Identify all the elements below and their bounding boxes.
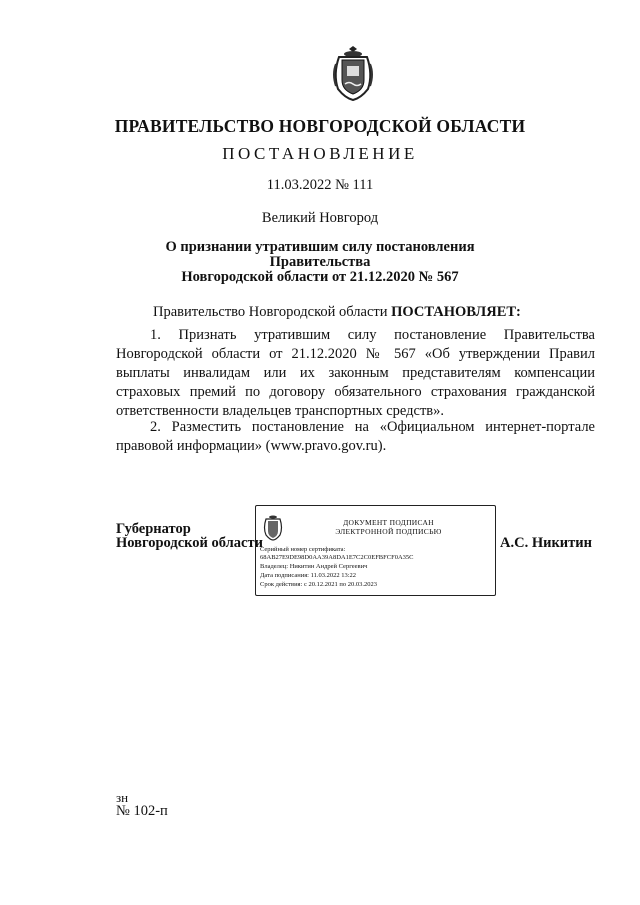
intro-bold: ПОСТАНОВЛЯЕТ: — [391, 304, 521, 320]
intro-line — [153, 304, 521, 321]
stamp-cert-label: Серийный номер сертификата: — [260, 546, 346, 553]
heading-line-1: О признании утратившим силу постановления Правительства — [165, 239, 475, 270]
stamp-cert-serial: 68AB27E9DE98D0AA39A8DA1E7C2C0EFBFCF0A35C — [260, 554, 414, 561]
stamp-owner: Владелец: Никитин Андрей Сергеевич — [260, 563, 368, 570]
stamp-validity: Срок действия: с 20.12.2021 по 20.03.2023 — [260, 581, 377, 588]
heading-line-2: Новгородской области от 21.12.2020 № 567 — [181, 269, 459, 285]
document-city: Великий Новгород — [261, 210, 379, 226]
paragraph-1: 1. Признать утратившим силу постановление Правительства Новгородской области от 21.12.2020 № 567 «Об утверждении Правил выплаты инвалидам или их законным представителям компенсации страховых премий по договору обязательного страхования гражданской ответственности владельцев транспортных средств». — [116, 327, 595, 419]
coat-of-arms-emblem — [330, 44, 376, 102]
position-line-2: Новгородской области — [116, 535, 263, 551]
government-title: ПРАВИТЕЛЬСТВО НОВГОРОДСКОЙ ОБЛАСТИ — [114, 116, 526, 136]
signatory-name: А.С. Никитин — [500, 535, 592, 551]
stamp-header — [286, 518, 491, 536]
document-heading — [120, 240, 520, 285]
signatory-position — [116, 522, 263, 550]
document-date-number: 11.03.2022 № 111 — [266, 177, 374, 193]
stamp-header-line-2: ЭЛЕКТРОННОЙ ПОДПИСЬЮ — [335, 527, 442, 536]
stamp-sign-date: Дата подписания: 11.03.2022 13:22 — [260, 572, 357, 579]
electronic-signature-stamp — [255, 505, 496, 596]
stamp-emblem-icon — [262, 513, 284, 541]
paragraph-2: 2. Разместить постановление на «Официальном интернет-портале правовой информации» (www.pravo.gov.ru). — [116, 419, 595, 454]
position-line-1: Губернатор — [116, 521, 191, 537]
stamp-header-line-1: ДОКУМЕНТ ПОДПИСАН — [343, 518, 434, 527]
footer-number: № 102-п — [116, 803, 168, 819]
footer-initials: зн — [116, 790, 129, 805]
document-type: ПОСТАНОВЛЕНИЕ — [222, 144, 418, 163]
intro-text: Правительство Новгородской области — [153, 304, 392, 320]
